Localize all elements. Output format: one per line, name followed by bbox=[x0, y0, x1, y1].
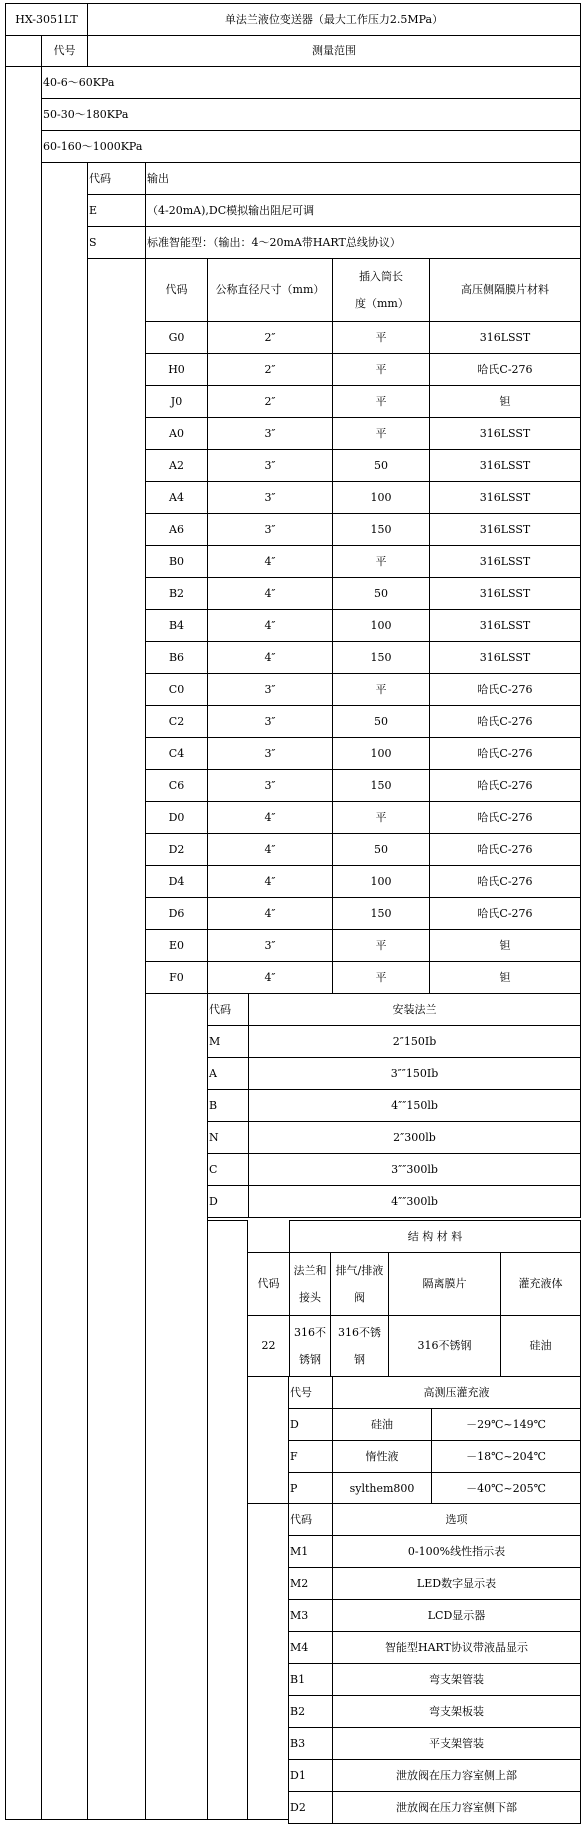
flange-diameter: 2″ bbox=[207, 353, 333, 386]
range-header: 测量范围 bbox=[87, 35, 581, 67]
mount-code: C bbox=[207, 1153, 249, 1186]
flange-diameter: 3″ bbox=[207, 929, 333, 962]
flange-insert: 平 bbox=[332, 673, 430, 706]
option-text: 弯支架板装 bbox=[332, 1695, 581, 1728]
flange-insert: 150 bbox=[332, 641, 430, 674]
flange-insert: 平 bbox=[332, 961, 430, 994]
flange-diameter: 3″ bbox=[207, 769, 333, 802]
list-item bbox=[41, 98, 581, 131]
flange-material: 哈氏C-276 bbox=[429, 705, 581, 738]
flange-diameter: 4″ bbox=[207, 897, 333, 930]
flange-material: 316LSST bbox=[429, 449, 581, 482]
flange-material-header: 高压侧隔膜片材料 bbox=[429, 258, 581, 322]
flange-diameter: 3″ bbox=[207, 449, 333, 482]
fill-header: 高测压灌充液 bbox=[332, 1376, 581, 1409]
mount-code: N bbox=[207, 1121, 249, 1154]
flange-diameter: 4″ bbox=[207, 577, 333, 610]
flange-material: 316LSST bbox=[429, 321, 581, 354]
fill-name: 惰性液 bbox=[332, 1440, 432, 1473]
flange-code: D0 bbox=[145, 801, 208, 834]
flange-material: 钽 bbox=[429, 929, 581, 962]
material-fill: 硅油 bbox=[500, 1315, 581, 1377]
flange-material: 哈氏C-276 bbox=[429, 673, 581, 706]
flange-material: 钽 bbox=[429, 385, 581, 418]
flange-diameter: 3″ bbox=[207, 513, 333, 546]
fill-range: －40℃~205℃ bbox=[431, 1472, 581, 1505]
flange-insert: 50 bbox=[332, 449, 430, 482]
range-text: 0-160～1000KPa bbox=[50, 139, 143, 153]
fill-name: 硅油 bbox=[332, 1408, 432, 1441]
mount-text: 4″″300lb bbox=[248, 1185, 581, 1218]
flange-material: 钽 bbox=[429, 961, 581, 994]
flange-diameter: 2″ bbox=[207, 321, 333, 354]
output-header: 输出 bbox=[145, 162, 581, 195]
flange-insert: 100 bbox=[332, 481, 430, 514]
column-spine-5 bbox=[207, 1220, 248, 1820]
table-title: 单法兰液位变送器（最大工作压力2.5MPa） bbox=[87, 3, 581, 36]
range-code: 4 bbox=[43, 75, 50, 89]
column-spine-6 bbox=[247, 1376, 289, 1504]
column-spine-4 bbox=[145, 993, 208, 1820]
flange-code: E0 bbox=[145, 929, 208, 962]
option-code: M2 bbox=[288, 1567, 333, 1600]
option-text: 泄放阀在压力容室侧下部 bbox=[332, 1791, 581, 1824]
column-spine-7 bbox=[247, 1503, 289, 1820]
output-code-header: 代码 bbox=[87, 162, 146, 195]
flange-code-header: 代码 bbox=[145, 258, 208, 322]
fill-code: D bbox=[288, 1408, 333, 1441]
flange-diameter: 4″ bbox=[207, 641, 333, 674]
range-code: 6 bbox=[43, 139, 50, 153]
mount-text: 3″″150Ib bbox=[248, 1057, 581, 1090]
mount-code-header: 代码 bbox=[207, 993, 249, 1026]
column-spine-3 bbox=[87, 258, 146, 1820]
options-code-header: 代码 bbox=[288, 1503, 333, 1536]
flange-code: F0 bbox=[145, 961, 208, 994]
material-header: 结 构 材 料 bbox=[289, 1220, 581, 1253]
material-diaphragm-header: 隔离膜片 bbox=[388, 1252, 501, 1316]
mount-text: 2″150Ib bbox=[248, 1025, 581, 1058]
fill-code: P bbox=[288, 1472, 333, 1505]
flange-code: D4 bbox=[145, 865, 208, 898]
fill-name: sylthem800 bbox=[332, 1472, 432, 1505]
flange-insert: 平 bbox=[332, 385, 430, 418]
mount-code: B bbox=[207, 1089, 249, 1122]
material-flange-header: 法兰和接头 bbox=[289, 1252, 331, 1316]
flange-code: A4 bbox=[145, 481, 208, 514]
fill-code-header: 代号 bbox=[288, 1376, 333, 1409]
flange-insert: 50 bbox=[332, 577, 430, 610]
flange-insert: 平 bbox=[332, 417, 430, 450]
material-vent: 316不锈钢 bbox=[330, 1315, 389, 1377]
flange-material: 哈氏C-276 bbox=[429, 865, 581, 898]
flange-diameter: 4″ bbox=[207, 609, 333, 642]
flange-code: A6 bbox=[145, 513, 208, 546]
list-item bbox=[41, 66, 581, 99]
range-text: 0-30～180KPa bbox=[50, 107, 129, 121]
flange-diameter: 4″ bbox=[207, 833, 333, 866]
flange-insert: 平 bbox=[332, 321, 430, 354]
flange-insert: 100 bbox=[332, 737, 430, 770]
material-fill-header: 灌充液体 bbox=[500, 1252, 581, 1316]
material-code: 22 bbox=[247, 1315, 290, 1377]
option-code: M3 bbox=[288, 1599, 333, 1632]
output-text: 标准智能型：（输出：4～20mA带HART总线协议） bbox=[145, 226, 581, 259]
mount-text: 4″″150lb bbox=[248, 1089, 581, 1122]
range-code: 5 bbox=[43, 107, 50, 121]
option-code: M1 bbox=[288, 1535, 333, 1568]
material-diaphragm: 316不锈钢 bbox=[388, 1315, 501, 1377]
mount-text: 2″300lb bbox=[248, 1121, 581, 1154]
flange-code: C0 bbox=[145, 673, 208, 706]
option-text: 0-100%线性指示表 bbox=[332, 1535, 581, 1568]
flange-diameter: 3″ bbox=[207, 417, 333, 450]
flange-material: 哈氏C-276 bbox=[429, 353, 581, 386]
model-cell: HX-3051LT bbox=[5, 3, 88, 36]
flange-code: G0 bbox=[145, 321, 208, 354]
flange-insert: 150 bbox=[332, 897, 430, 930]
flange-material: 哈氏C-276 bbox=[429, 801, 581, 834]
option-code: B3 bbox=[288, 1727, 333, 1760]
flange-code: H0 bbox=[145, 353, 208, 386]
flange-material: 316LSST bbox=[429, 513, 581, 546]
material-vent-header: 排气/排液阀 bbox=[330, 1252, 389, 1316]
flange-code: B4 bbox=[145, 609, 208, 642]
flange-material: 316LSST bbox=[429, 481, 581, 514]
flange-material: 316LSST bbox=[429, 641, 581, 674]
option-code: B2 bbox=[288, 1695, 333, 1728]
flange-insert: 100 bbox=[332, 609, 430, 642]
flange-diameter: 4″ bbox=[207, 865, 333, 898]
fill-range: －18℃~204℃ bbox=[431, 1440, 581, 1473]
flange-material: 哈氏C-276 bbox=[429, 833, 581, 866]
flange-insert: 100 bbox=[332, 865, 430, 898]
list-item bbox=[41, 130, 581, 163]
range-code-header: 代号 bbox=[41, 35, 88, 67]
flange-material: 316LSST bbox=[429, 609, 581, 642]
option-code: D2 bbox=[288, 1791, 333, 1824]
output-code: S bbox=[87, 226, 146, 259]
flange-insert: 150 bbox=[332, 513, 430, 546]
option-text: 弯支架管装 bbox=[332, 1663, 581, 1696]
flange-code: D2 bbox=[145, 833, 208, 866]
flange-material: 哈氏C-276 bbox=[429, 897, 581, 930]
flange-insert-header: 插入筒长度（mm） bbox=[332, 258, 430, 322]
mount-code: D bbox=[207, 1185, 249, 1218]
mount-text: 3″″300lb bbox=[248, 1153, 581, 1186]
blank-cell bbox=[5, 35, 42, 67]
material-code-header: 代码 bbox=[247, 1252, 290, 1316]
flange-code: J0 bbox=[145, 385, 208, 418]
fill-range: －29℃~149℃ bbox=[431, 1408, 581, 1441]
mount-code: M bbox=[207, 1025, 249, 1058]
flange-insert: 平 bbox=[332, 929, 430, 962]
output-code: E bbox=[87, 194, 146, 227]
flange-diameter: 4″ bbox=[207, 545, 333, 578]
flange-diameter: 4″ bbox=[207, 961, 333, 994]
flange-code: A0 bbox=[145, 417, 208, 450]
option-text: LCD显示器 bbox=[332, 1599, 581, 1632]
flange-code: B6 bbox=[145, 641, 208, 674]
option-code: M4 bbox=[288, 1631, 333, 1664]
flange-diameter: 3″ bbox=[207, 737, 333, 770]
flange-insert: 50 bbox=[332, 705, 430, 738]
option-text: LED数字显示表 bbox=[332, 1567, 581, 1600]
column-spine-2 bbox=[41, 162, 88, 1820]
flange-diameter: 3″ bbox=[207, 673, 333, 706]
flange-material: 哈氏C-276 bbox=[429, 769, 581, 802]
flange-insert: 平 bbox=[332, 801, 430, 834]
flange-diameter: 4″ bbox=[207, 801, 333, 834]
flange-code: C2 bbox=[145, 705, 208, 738]
option-text: 智能型HART协议带液晶显示 bbox=[332, 1631, 581, 1664]
flange-code: B2 bbox=[145, 577, 208, 610]
flange-code: D6 bbox=[145, 897, 208, 930]
column-spine-1 bbox=[5, 66, 42, 1820]
option-text: 平支架管装 bbox=[332, 1727, 581, 1760]
mount-header: 安装法兰 bbox=[248, 993, 581, 1026]
flange-diameter: 3″ bbox=[207, 481, 333, 514]
flange-material: 哈氏C-276 bbox=[429, 737, 581, 770]
flange-insert: 50 bbox=[332, 833, 430, 866]
option-text: 泄放阀在压力容室侧上部 bbox=[332, 1759, 581, 1792]
range-text: 0-6～60KPa bbox=[50, 75, 115, 89]
flange-code: B0 bbox=[145, 545, 208, 578]
mount-code: A bbox=[207, 1057, 249, 1090]
flange-diameter-header: 公称直径尺寸（mm） bbox=[207, 258, 333, 322]
flange-material: 316LSST bbox=[429, 417, 581, 450]
flange-code: A2 bbox=[145, 449, 208, 482]
flange-insert: 平 bbox=[332, 545, 430, 578]
flange-code: C4 bbox=[145, 737, 208, 770]
flange-insert: 150 bbox=[332, 769, 430, 802]
flange-material: 316LSST bbox=[429, 577, 581, 610]
flange-insert: 平 bbox=[332, 353, 430, 386]
flange-code: C6 bbox=[145, 769, 208, 802]
flange-diameter: 3″ bbox=[207, 705, 333, 738]
options-header: 选项 bbox=[332, 1503, 581, 1536]
option-code: B1 bbox=[288, 1663, 333, 1696]
output-text: （4-20mA),DC模拟输出阻尼可调 bbox=[145, 194, 581, 227]
fill-code: F bbox=[288, 1440, 333, 1473]
flange-diameter: 2″ bbox=[207, 385, 333, 418]
material-flange: 316不锈钢 bbox=[289, 1315, 331, 1377]
option-code: D1 bbox=[288, 1759, 333, 1792]
flange-material: 316LSST bbox=[429, 545, 581, 578]
